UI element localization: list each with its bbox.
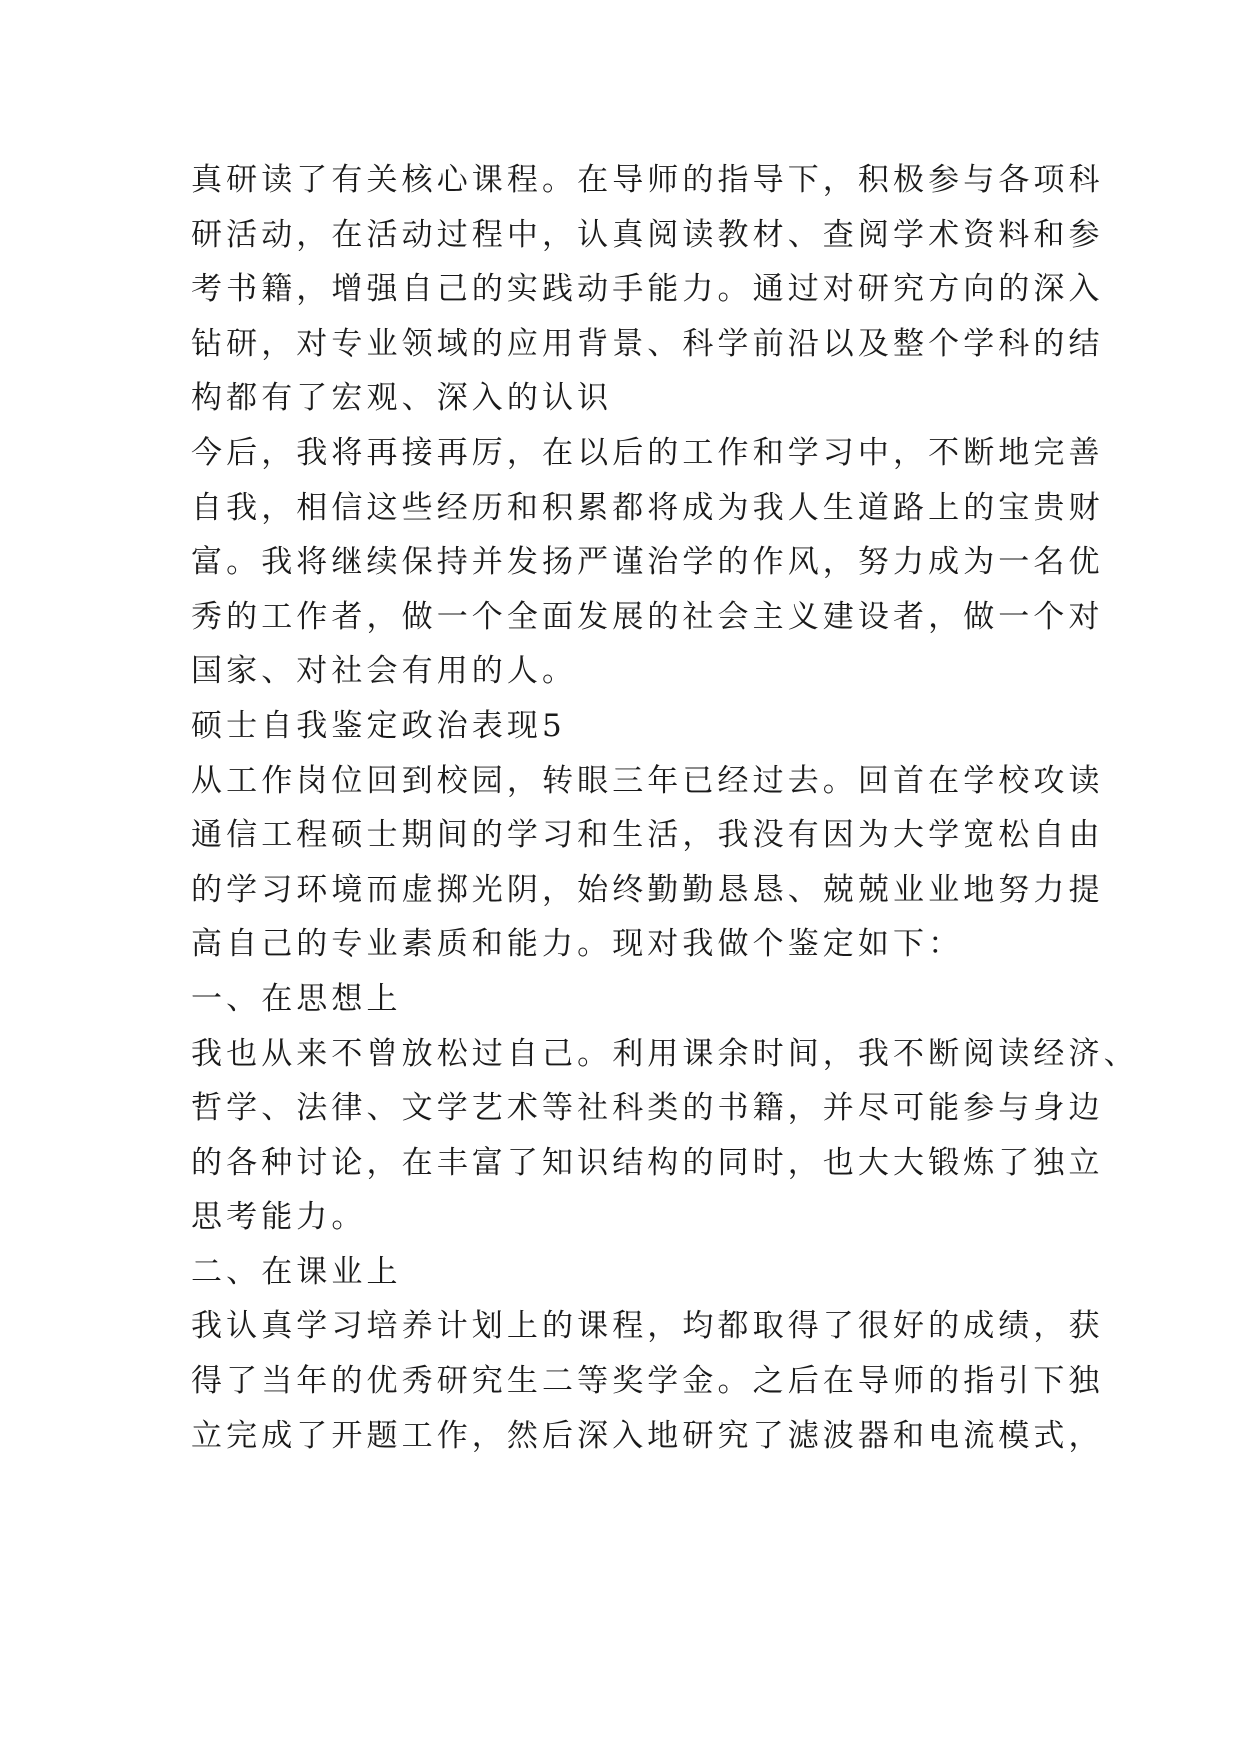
text-line: 构都有了宏观、深入的认识	[191, 380, 613, 417]
text-line: 通信工程硕士期间的学习和生活，我没有因为大学宽松自由	[191, 817, 1104, 854]
text-line: 我也从来不曾放松过自己。利用课余时间，我不断阅读经济、	[191, 1035, 1139, 1072]
text-line: 自我，相信这些经历和积累都将成为我人生道路上的宝贵财	[191, 489, 1104, 526]
text-line: 我认真学习培养计划上的课程，均都取得了很好的成绩，获	[191, 1308, 1104, 1345]
text-line: 从工作岗位回到校园，转眼三年已经过去。回首在学校攻读	[191, 762, 1104, 799]
text-line: 的各种讨论，在丰富了知识结构的同时，也大大锻炼了独立	[191, 1144, 1104, 1181]
text-line: 立完成了开题工作，然后深入地研究了滤波器和电流模式，	[191, 1417, 1104, 1454]
text-line: 真研读了有关核心课程。在导师的指导下，积极参与各项科	[191, 162, 1104, 198]
text-line: 今后，我将再接再厉，在以后的工作和学习中，不断地完善	[191, 434, 1104, 471]
text-line: 高自己的专业素质和能力。现对我做个鉴定如下：	[191, 926, 964, 963]
section-heading: 硕士自我鉴定政治表现5	[191, 707, 566, 744]
text-line: 得了当年的优秀研究生二等奖学金。之后在导师的指引下独	[191, 1363, 1104, 1400]
document-body	[191, 153, 1139, 1463]
text-line: 富。我将继续保持并发扬严谨治学的作风，努力成为一名优	[191, 544, 1104, 581]
text-line: 思考能力。	[191, 1199, 367, 1236]
text-line: 秀的工作者，做一个全面发展的社会主义建设者，做一个对	[191, 598, 1104, 635]
text-line: 哲学、法律、文学艺术等社科类的书籍，并尽可能参与身边	[191, 1090, 1104, 1127]
text-line: 研活动，在活动过程中，认真阅读教材、查阅学术资料和参	[191, 216, 1104, 253]
text-line: 钻研，对专业领域的应用背景、科学前沿以及整个学科的结	[191, 325, 1104, 362]
text-line: 考书籍，增强自己的实践动手能力。通过对研究方向的深入	[191, 271, 1104, 308]
subsection-heading: 一、在思想上	[191, 980, 402, 1017]
text-line: 国家、对社会有用的人。	[191, 653, 578, 690]
text-line: 的学习环境而虚掷光阴，始终勤勤恳恳、兢兢业业地努力提	[191, 871, 1104, 908]
subsection-heading: 二、在课业上	[191, 1253, 402, 1290]
